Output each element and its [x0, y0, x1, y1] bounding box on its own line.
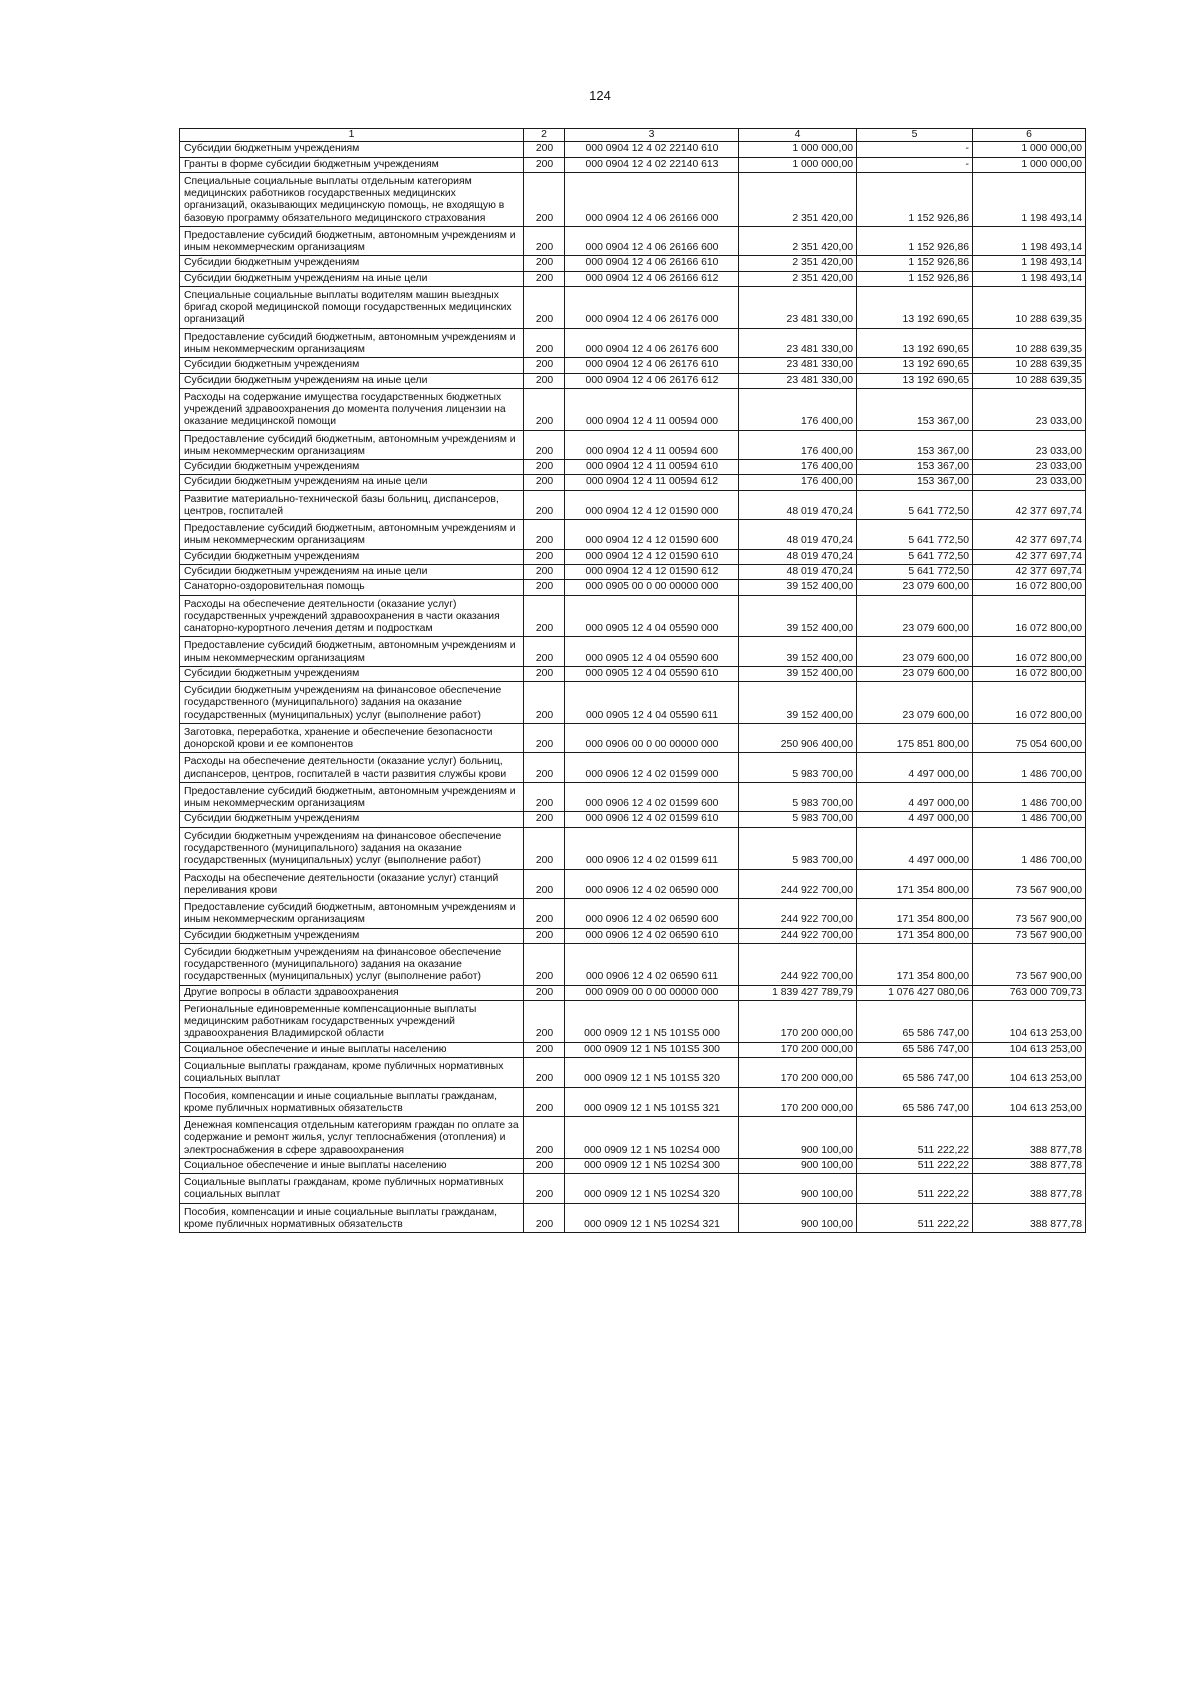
- row-value-col6: 1 198 493,14: [973, 226, 1086, 256]
- row-value-col4: 2 351 420,00: [739, 271, 857, 286]
- row-value-col6: 42 377 697,74: [973, 490, 1086, 520]
- row-code-cell: 000 0909 12 1 N5 101S5 000: [565, 1000, 739, 1042]
- table-row: [180, 869, 1086, 899]
- row-value-col5: 153 367,00: [857, 388, 973, 430]
- row-value-col4: 176 400,00: [739, 460, 857, 475]
- row-code-cell: 000 0904 12 4 06 26166 610: [565, 256, 739, 271]
- row-value-col6: 388 877,78: [973, 1174, 1086, 1204]
- row-value-col6: 1 486 700,00: [973, 753, 1086, 783]
- row-value-col5: 511 222,22: [857, 1117, 973, 1159]
- row-value-col4: 900 100,00: [739, 1174, 857, 1204]
- row-code-cell: 000 0906 12 4 02 06590 611: [565, 943, 739, 985]
- row-value-col4: 244 922 700,00: [739, 928, 857, 943]
- row-value-col6: 763 000 709,73: [973, 985, 1086, 1000]
- row-value-col6: 1 486 700,00: [973, 827, 1086, 869]
- table-row: [180, 1042, 1086, 1057]
- row-value-col4: 2 351 420,00: [739, 256, 857, 271]
- row-value-col6: 73 567 900,00: [973, 943, 1086, 985]
- table-row: [180, 595, 1086, 637]
- row-code-cell: 000 0904 12 4 06 26176 610: [565, 358, 739, 373]
- row-value-col5: 4 497 000,00: [857, 782, 973, 812]
- row-name-cell: Субсидии бюджетным учреждениям на финансовое обеспечение государственного (муниципального) задания на оказание государственных (муниципальных) услуг (выполнение работ): [180, 682, 524, 724]
- row-value-col5: 65 586 747,00: [857, 1042, 973, 1057]
- table-row: [180, 682, 1086, 724]
- row-group-cell: 200: [524, 753, 565, 783]
- row-code-cell: 000 0904 12 4 11 00594 610: [565, 460, 739, 475]
- row-value-col6: 388 877,78: [973, 1158, 1086, 1173]
- table-row: [180, 564, 1086, 579]
- row-code-cell: 000 0904 12 4 11 00594 000: [565, 388, 739, 430]
- row-value-col5: 153 367,00: [857, 460, 973, 475]
- row-value-col4: 244 922 700,00: [739, 943, 857, 985]
- row-code-cell: 000 0906 00 0 00 00000 000: [565, 723, 739, 753]
- row-value-col6: 16 072 800,00: [973, 637, 1086, 667]
- row-value-col4: 23 481 330,00: [739, 286, 857, 328]
- row-name-cell: Предоставление субсидий бюджетным, автономным учреждениям и иным некоммерческим организациям: [180, 899, 524, 929]
- row-group-cell: 200: [524, 943, 565, 985]
- row-value-col6: 1 000 000,00: [973, 157, 1086, 172]
- row-value-col4: 5 983 700,00: [739, 827, 857, 869]
- row-name-cell: Региональные единовременные компенсационные выплаты медицинским работникам государственных учреждений здравоохранения Владимирской области: [180, 1000, 524, 1042]
- row-code-cell: 000 0904 12 4 12 01590 000: [565, 490, 739, 520]
- row-name-cell: Социальное обеспечение и иные выплаты населению: [180, 1158, 524, 1173]
- row-name-cell: Субсидии бюджетным учреждениям: [180, 256, 524, 271]
- row-group-cell: 200: [524, 490, 565, 520]
- row-value-col6: 16 072 800,00: [973, 595, 1086, 637]
- table-row: [180, 373, 1086, 388]
- row-value-col5: 1 152 926,86: [857, 172, 973, 226]
- table-row: [180, 580, 1086, 595]
- row-value-col6: 104 613 253,00: [973, 1087, 1086, 1117]
- table-row: [180, 328, 1086, 358]
- row-name-cell: Социальные выплаты гражданам, кроме публичных нормативных социальных выплат: [180, 1058, 524, 1088]
- row-value-col5: 1 152 926,86: [857, 271, 973, 286]
- row-value-col5: 1 152 926,86: [857, 256, 973, 271]
- row-code-cell: 000 0906 12 4 02 06590 000: [565, 869, 739, 899]
- row-value-col4: 39 152 400,00: [739, 595, 857, 637]
- row-code-cell: 000 0909 12 1 N5 102S4 000: [565, 1117, 739, 1159]
- row-name-cell: Субсидии бюджетным учреждениям: [180, 142, 524, 157]
- row-value-col4: 1 000 000,00: [739, 157, 857, 172]
- row-group-cell: 200: [524, 328, 565, 358]
- row-value-col5: 13 192 690,65: [857, 358, 973, 373]
- row-group-cell: 200: [524, 157, 565, 172]
- row-value-col6: 104 613 253,00: [973, 1042, 1086, 1057]
- row-group-cell: 200: [524, 682, 565, 724]
- row-group-cell: 200: [524, 1087, 565, 1117]
- row-code-cell: 000 0904 12 4 06 26166 612: [565, 271, 739, 286]
- row-value-col4: 48 019 470,24: [739, 490, 857, 520]
- table-row: [180, 430, 1086, 460]
- row-value-col6: 16 072 800,00: [973, 580, 1086, 595]
- row-value-col6: 73 567 900,00: [973, 899, 1086, 929]
- row-code-cell: 000 0909 00 0 00 00000 000: [565, 985, 739, 1000]
- row-value-col4: 170 200 000,00: [739, 1058, 857, 1088]
- table-row: [180, 520, 1086, 550]
- row-name-cell: Субсидии бюджетным учреждениям: [180, 812, 524, 827]
- row-code-cell: 000 0904 12 4 12 01590 610: [565, 549, 739, 564]
- row-value-col4: 900 100,00: [739, 1203, 857, 1233]
- row-group-cell: 200: [524, 580, 565, 595]
- row-code-cell: 000 0906 12 4 02 01599 611: [565, 827, 739, 869]
- row-group-cell: 200: [524, 460, 565, 475]
- row-name-cell: Предоставление субсидий бюджетным, автономным учреждениям и иным некоммерческим организациям: [180, 430, 524, 460]
- table-row: [180, 899, 1086, 929]
- row-group-cell: 200: [524, 226, 565, 256]
- row-name-cell: Предоставление субсидий бюджетным, автономным учреждениям и иным некоммерческим организациям: [180, 637, 524, 667]
- row-value-col5: 23 079 600,00: [857, 682, 973, 724]
- row-group-cell: 200: [524, 430, 565, 460]
- row-value-col4: 170 200 000,00: [739, 1000, 857, 1042]
- row-code-cell: 000 0906 12 4 02 06590 600: [565, 899, 739, 929]
- row-value-col5: 65 586 747,00: [857, 1000, 973, 1042]
- table-row: [180, 1174, 1086, 1204]
- row-group-cell: 200: [524, 1174, 565, 1204]
- row-value-col4: 244 922 700,00: [739, 899, 857, 929]
- row-value-col5: 5 641 772,50: [857, 490, 973, 520]
- row-value-col6: 10 288 639,35: [973, 373, 1086, 388]
- row-name-cell: Другие вопросы в области здравоохранения: [180, 985, 524, 1000]
- row-value-col5: 171 354 800,00: [857, 928, 973, 943]
- row-code-cell: 000 0904 12 4 11 00594 612: [565, 475, 739, 490]
- row-value-col6: 16 072 800,00: [973, 682, 1086, 724]
- header-row: [180, 129, 1086, 142]
- row-value-col4: 23 481 330,00: [739, 373, 857, 388]
- row-group-cell: 200: [524, 827, 565, 869]
- row-value-col4: 5 983 700,00: [739, 782, 857, 812]
- row-value-col5: 1 076 427 080,06: [857, 985, 973, 1000]
- row-group-cell: 200: [524, 388, 565, 430]
- row-value-col6: 23 033,00: [973, 475, 1086, 490]
- row-value-col4: 23 481 330,00: [739, 328, 857, 358]
- row-value-col5: 5 641 772,50: [857, 549, 973, 564]
- row-value-col6: 1 486 700,00: [973, 812, 1086, 827]
- row-value-col4: 23 481 330,00: [739, 358, 857, 373]
- table-row: [180, 157, 1086, 172]
- row-name-cell: Субсидии бюджетным учреждениям: [180, 549, 524, 564]
- row-code-cell: 000 0909 12 1 N5 102S4 321: [565, 1203, 739, 1233]
- row-name-cell: Субсидии бюджетным учреждениям: [180, 358, 524, 373]
- table-row: [180, 637, 1086, 667]
- row-value-col5: 1 152 926,86: [857, 226, 973, 256]
- header-cell-2: 2: [524, 129, 565, 142]
- row-value-col5: 171 354 800,00: [857, 869, 973, 899]
- row-value-col5: 175 851 800,00: [857, 723, 973, 753]
- table-row: [180, 1117, 1086, 1159]
- row-group-cell: 200: [524, 520, 565, 550]
- row-value-col4: 1 839 427 789,79: [739, 985, 857, 1000]
- header-cell-1: 1: [180, 129, 524, 142]
- row-value-col5: 511 222,22: [857, 1174, 973, 1204]
- table-row: [180, 812, 1086, 827]
- row-name-cell: Гранты в форме субсидии бюджетным учреждениям: [180, 157, 524, 172]
- table-row: [180, 666, 1086, 681]
- row-value-col5: 4 497 000,00: [857, 753, 973, 783]
- row-value-col5: 511 222,22: [857, 1158, 973, 1173]
- table-row: [180, 358, 1086, 373]
- table-row: [180, 549, 1086, 564]
- row-group-cell: 200: [524, 899, 565, 929]
- row-value-col4: 39 152 400,00: [739, 637, 857, 667]
- row-code-cell: 000 0909 12 1 N5 101S5 320: [565, 1058, 739, 1088]
- table-row: [180, 475, 1086, 490]
- row-value-col6: 388 877,78: [973, 1117, 1086, 1159]
- row-value-col4: 2 351 420,00: [739, 172, 857, 226]
- row-group-cell: 200: [524, 256, 565, 271]
- row-code-cell: 000 0904 12 4 06 26176 000: [565, 286, 739, 328]
- row-name-cell: Социальные выплаты гражданам, кроме публичных нормативных социальных выплат: [180, 1174, 524, 1204]
- row-group-cell: 200: [524, 1000, 565, 1042]
- row-name-cell: Предоставление субсидий бюджетным, автономным учреждениям и иным некоммерческим организациям: [180, 226, 524, 256]
- row-value-col4: 170 200 000,00: [739, 1087, 857, 1117]
- row-group-cell: 200: [524, 869, 565, 899]
- row-value-col4: 39 152 400,00: [739, 580, 857, 595]
- page-number: 124: [589, 88, 611, 103]
- table-row: [180, 827, 1086, 869]
- row-value-col5: 5 641 772,50: [857, 564, 973, 579]
- row-value-col4: 176 400,00: [739, 388, 857, 430]
- row-code-cell: 000 0909 12 1 N5 101S5 321: [565, 1087, 739, 1117]
- row-group-cell: 200: [524, 271, 565, 286]
- row-group-cell: 200: [524, 1042, 565, 1057]
- table-row: [180, 388, 1086, 430]
- row-group-cell: 200: [524, 782, 565, 812]
- row-value-col5: 13 192 690,65: [857, 286, 973, 328]
- row-value-col6: 104 613 253,00: [973, 1000, 1086, 1042]
- table-row: [180, 490, 1086, 520]
- row-value-col5: 23 079 600,00: [857, 666, 973, 681]
- row-value-col4: 900 100,00: [739, 1158, 857, 1173]
- table-row: [180, 1158, 1086, 1173]
- table-row: [180, 1087, 1086, 1117]
- table-row: [180, 226, 1086, 256]
- row-code-cell: 000 0905 12 4 04 05590 000: [565, 595, 739, 637]
- row-value-col5: 23 079 600,00: [857, 580, 973, 595]
- table-row: [180, 256, 1086, 271]
- row-group-cell: 200: [524, 595, 565, 637]
- row-code-cell: 000 0904 12 4 12 01590 600: [565, 520, 739, 550]
- row-group-cell: 200: [524, 928, 565, 943]
- row-value-col5: 13 192 690,65: [857, 328, 973, 358]
- row-code-cell: 000 0905 12 4 04 05590 610: [565, 666, 739, 681]
- row-code-cell: 000 0906 12 4 02 06590 610: [565, 928, 739, 943]
- table-row: [180, 1000, 1086, 1042]
- row-name-cell: Денежная компенсация отдельным категориям граждан по оплате за содержание и ремонт жилья, услуг теплоснабжения (отопления) и электроснабжения в сфере здравоохранения: [180, 1117, 524, 1159]
- row-value-col5: 5 641 772,50: [857, 520, 973, 550]
- row-code-cell: 000 0904 12 4 02 22140 610: [565, 142, 739, 157]
- row-value-col6: 23 033,00: [973, 388, 1086, 430]
- row-value-col4: 39 152 400,00: [739, 682, 857, 724]
- row-value-col6: 75 054 600,00: [973, 723, 1086, 753]
- row-name-cell: Расходы на обеспечение деятельности (оказание услуг) больниц, диспансеров, центров, госпиталей в части развития службы крови: [180, 753, 524, 783]
- table-row: [180, 985, 1086, 1000]
- row-value-col6: 23 033,00: [973, 430, 1086, 460]
- row-code-cell: 000 0909 12 1 N5 102S4 320: [565, 1174, 739, 1204]
- row-code-cell: 000 0906 12 4 02 01599 000: [565, 753, 739, 783]
- table-row: [180, 286, 1086, 328]
- row-value-col6: 73 567 900,00: [973, 869, 1086, 899]
- row-name-cell: Субсидии бюджетным учреждениям: [180, 666, 524, 681]
- row-code-cell: 000 0909 12 1 N5 101S5 300: [565, 1042, 739, 1057]
- row-value-col5: 153 367,00: [857, 430, 973, 460]
- row-name-cell: Предоставление субсидий бюджетным, автономным учреждениям и иным некоммерческим организациям: [180, 782, 524, 812]
- row-name-cell: Субсидии бюджетным учреждениям на иные цели: [180, 475, 524, 490]
- header-cell-6: 6: [973, 129, 1086, 142]
- row-name-cell: Предоставление субсидий бюджетным, автономным учреждениям и иным некоммерческим организациям: [180, 328, 524, 358]
- row-value-col4: 250 906 400,00: [739, 723, 857, 753]
- row-value-col4: 2 351 420,00: [739, 226, 857, 256]
- row-value-col6: 73 567 900,00: [973, 928, 1086, 943]
- row-value-col6: 1 198 493,14: [973, 271, 1086, 286]
- row-value-col6: 1 198 493,14: [973, 172, 1086, 226]
- row-value-col5: 23 079 600,00: [857, 637, 973, 667]
- row-value-col6: 42 377 697,74: [973, 564, 1086, 579]
- row-value-col5: 511 222,22: [857, 1203, 973, 1233]
- budget-table: [179, 128, 1086, 1233]
- row-name-cell: Субсидии бюджетным учреждениям на финансовое обеспечение государственного (муниципального) задания на оказание государственных (муниципальных) услуг (выполнение работ): [180, 827, 524, 869]
- row-code-cell: 000 0905 00 0 00 00000 000: [565, 580, 739, 595]
- row-group-cell: 200: [524, 1117, 565, 1159]
- row-name-cell: Субсидии бюджетным учреждениям: [180, 928, 524, 943]
- row-value-col4: 170 200 000,00: [739, 1042, 857, 1057]
- row-group-cell: 200: [524, 666, 565, 681]
- row-value-col4: 5 983 700,00: [739, 753, 857, 783]
- row-code-cell: 000 0905 12 4 04 05590 600: [565, 637, 739, 667]
- row-group-cell: 200: [524, 142, 565, 157]
- row-value-col4: 244 922 700,00: [739, 869, 857, 899]
- row-group-cell: 200: [524, 812, 565, 827]
- row-code-cell: 000 0904 12 4 06 26176 600: [565, 328, 739, 358]
- row-value-col6: 16 072 800,00: [973, 666, 1086, 681]
- table-row: [180, 1203, 1086, 1233]
- row-value-col4: 48 019 470,24: [739, 564, 857, 579]
- row-group-cell: 200: [524, 564, 565, 579]
- row-value-col6: 388 877,78: [973, 1203, 1086, 1233]
- row-name-cell: Пособия, компенсации и иные социальные выплаты гражданам, кроме публичных нормативных обязательств: [180, 1087, 524, 1117]
- row-value-col6: 104 613 253,00: [973, 1058, 1086, 1088]
- row-value-col6: 23 033,00: [973, 460, 1086, 475]
- row-code-cell: 000 0904 12 4 06 26166 000: [565, 172, 739, 226]
- row-code-cell: 000 0904 12 4 06 26176 612: [565, 373, 739, 388]
- table-row: [180, 782, 1086, 812]
- row-code-cell: 000 0904 12 4 11 00594 600: [565, 430, 739, 460]
- row-code-cell: 000 0909 12 1 N5 102S4 300: [565, 1158, 739, 1173]
- row-value-col5: 13 192 690,65: [857, 373, 973, 388]
- table-row: [180, 271, 1086, 286]
- row-group-cell: 200: [524, 475, 565, 490]
- row-value-col4: 48 019 470,24: [739, 549, 857, 564]
- row-value-col5: -: [857, 157, 973, 172]
- row-value-col6: 1 000 000,00: [973, 142, 1086, 157]
- row-value-col5: -: [857, 142, 973, 157]
- row-name-cell: Субсидии бюджетным учреждениям: [180, 460, 524, 475]
- header-cell-3: 3: [565, 129, 739, 142]
- row-group-cell: 200: [524, 1058, 565, 1088]
- table-row: [180, 142, 1086, 157]
- row-value-col5: 23 079 600,00: [857, 595, 973, 637]
- row-name-cell: Предоставление субсидий бюджетным, автономным учреждениям и иным некоммерческим организациям: [180, 520, 524, 550]
- row-code-cell: 000 0906 12 4 02 01599 610: [565, 812, 739, 827]
- row-name-cell: Развитие материально-технической базы больниц, диспансеров, центров, госпиталей: [180, 490, 524, 520]
- row-name-cell: Санаторно-оздоровительная помощь: [180, 580, 524, 595]
- row-value-col4: 176 400,00: [739, 430, 857, 460]
- row-value-col5: 153 367,00: [857, 475, 973, 490]
- row-value-col4: 5 983 700,00: [739, 812, 857, 827]
- table-row: [180, 460, 1086, 475]
- row-value-col5: 171 354 800,00: [857, 899, 973, 929]
- row-code-cell: 000 0906 12 4 02 01599 600: [565, 782, 739, 812]
- row-value-col5: 65 586 747,00: [857, 1087, 973, 1117]
- row-value-col4: 900 100,00: [739, 1117, 857, 1159]
- header-cell-5: 5: [857, 129, 973, 142]
- row-value-col6: 10 288 639,35: [973, 328, 1086, 358]
- table-body: [180, 142, 1086, 1233]
- row-name-cell: Специальные социальные выплаты водителям машин выездных бригад скорой медицинской помощи государственных медицинских организаций: [180, 286, 524, 328]
- row-group-cell: 200: [524, 637, 565, 667]
- row-value-col5: 4 497 000,00: [857, 812, 973, 827]
- row-name-cell: Расходы на обеспечение деятельности (оказание услуг) станций переливания крови: [180, 869, 524, 899]
- table-row: [180, 723, 1086, 753]
- row-name-cell: Субсидии бюджетным учреждениям на финансовое обеспечение государственного (муниципального) задания на оказание государственных (муниципальных) услуг (выполнение работ): [180, 943, 524, 985]
- row-name-cell: Расходы на обеспечение деятельности (оказание услуг) государственных учреждений здравоохранения в части оказания санаторно-курортного лечения детям и подросткам: [180, 595, 524, 637]
- row-value-col6: 1 198 493,14: [973, 256, 1086, 271]
- row-code-cell: 000 0904 12 4 12 01590 612: [565, 564, 739, 579]
- row-value-col6: 42 377 697,74: [973, 520, 1086, 550]
- table-row: [180, 928, 1086, 943]
- row-group-cell: 200: [524, 358, 565, 373]
- row-value-col4: 48 019 470,24: [739, 520, 857, 550]
- row-value-col5: 171 354 800,00: [857, 943, 973, 985]
- row-code-cell: 000 0905 12 4 04 05590 611: [565, 682, 739, 724]
- table-row: [180, 172, 1086, 226]
- row-group-cell: 200: [524, 985, 565, 1000]
- table-row: [180, 1058, 1086, 1088]
- row-value-col6: 1 486 700,00: [973, 782, 1086, 812]
- row-group-cell: 200: [524, 172, 565, 226]
- row-code-cell: 000 0904 12 4 06 26166 600: [565, 226, 739, 256]
- row-value-col5: 4 497 000,00: [857, 827, 973, 869]
- table-row: [180, 943, 1086, 985]
- row-name-cell: Специальные социальные выплаты отдельным категориям медицинских работников государственных медицинских организаций, оказывающих медицинскую помощь, не входящую в базовую программу обязательного медицинского страхования: [180, 172, 524, 226]
- table-row: [180, 753, 1086, 783]
- row-name-cell: Заготовка, переработка, хранение и обеспечение безопасности донорской крови и ее компонентов: [180, 723, 524, 753]
- header-cell-4: 4: [739, 129, 857, 142]
- row-name-cell: Пособия, компенсации и иные социальные выплаты гражданам, кроме публичных нормативных обязательств: [180, 1203, 524, 1233]
- row-value-col4: 1 000 000,00: [739, 142, 857, 157]
- row-name-cell: Субсидии бюджетным учреждениям на иные цели: [180, 564, 524, 579]
- row-group-cell: 200: [524, 549, 565, 564]
- row-value-col6: 10 288 639,35: [973, 358, 1086, 373]
- row-name-cell: Расходы на содержание имущества государственных бюджетных учреждений здравоохранения до момента получения лицензии на оказание медицинской помощи: [180, 388, 524, 430]
- row-group-cell: 200: [524, 723, 565, 753]
- row-group-cell: 200: [524, 286, 565, 328]
- row-name-cell: Субсидии бюджетным учреждениям на иные цели: [180, 271, 524, 286]
- row-value-col4: 176 400,00: [739, 475, 857, 490]
- row-group-cell: 200: [524, 373, 565, 388]
- row-value-col5: 65 586 747,00: [857, 1058, 973, 1088]
- row-name-cell: Субсидии бюджетным учреждениям на иные цели: [180, 373, 524, 388]
- row-value-col6: 10 288 639,35: [973, 286, 1086, 328]
- row-group-cell: 200: [524, 1203, 565, 1233]
- row-name-cell: Социальное обеспечение и иные выплаты населению: [180, 1042, 524, 1057]
- row-group-cell: 200: [524, 1158, 565, 1173]
- row-value-col6: 42 377 697,74: [973, 549, 1086, 564]
- row-code-cell: 000 0904 12 4 02 22140 613: [565, 157, 739, 172]
- row-value-col4: 39 152 400,00: [739, 666, 857, 681]
